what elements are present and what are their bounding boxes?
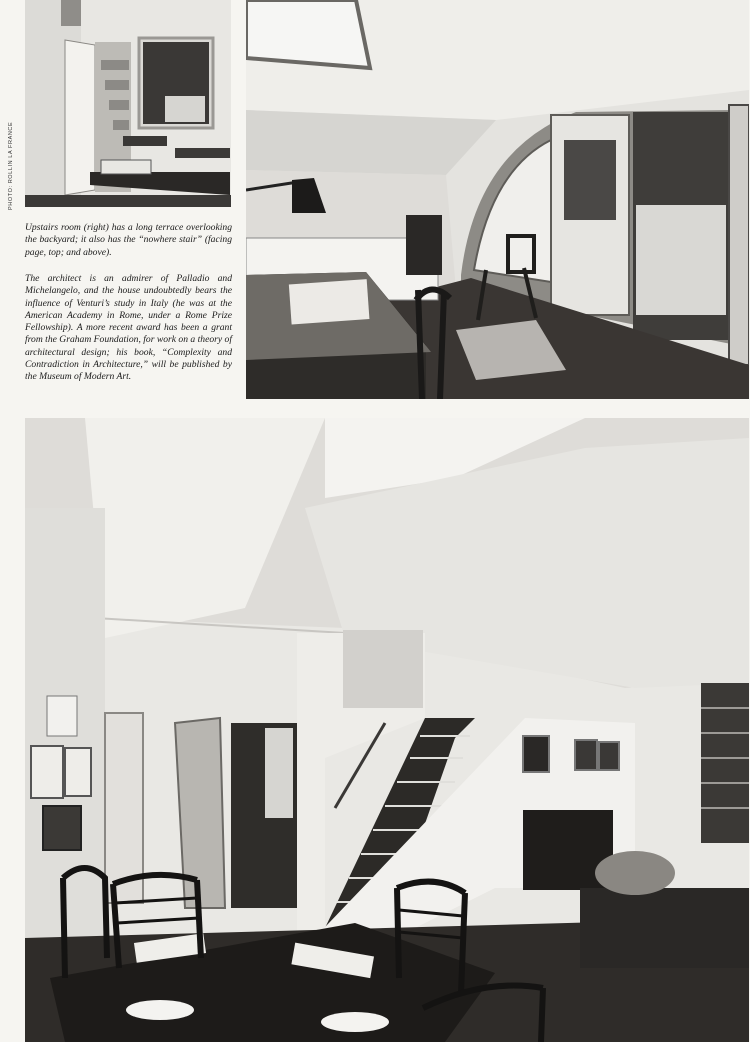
caption-architect: The architect is an admirer of Palladio and Michelangelo, and the house undoubtedly bears the influence of Venturi’s study in Italy (he was at the American Academy in Rome, under a Rome Prize Fellowship). A more recent award has been a grant from the Graham Foundation, for work on a theory of architectural design; his book, “Complexity and Contradiction in Architecture,” will be published by the Museum of Modern Art.	[25, 273, 232, 383]
photo-living-dining-room	[25, 418, 749, 1042]
photo-credit: PHOTO: ROLLIN LA FRANCE	[8, 121, 14, 210]
photo-upstairs-room	[246, 0, 749, 399]
caption-upstairs-room: Upstairs room (right) has a long terrace overlooking the backyard; it also has the “nowhere stair” (facing page, top; and above).	[25, 222, 232, 258]
photo-nowhere-stair	[25, 0, 231, 207]
